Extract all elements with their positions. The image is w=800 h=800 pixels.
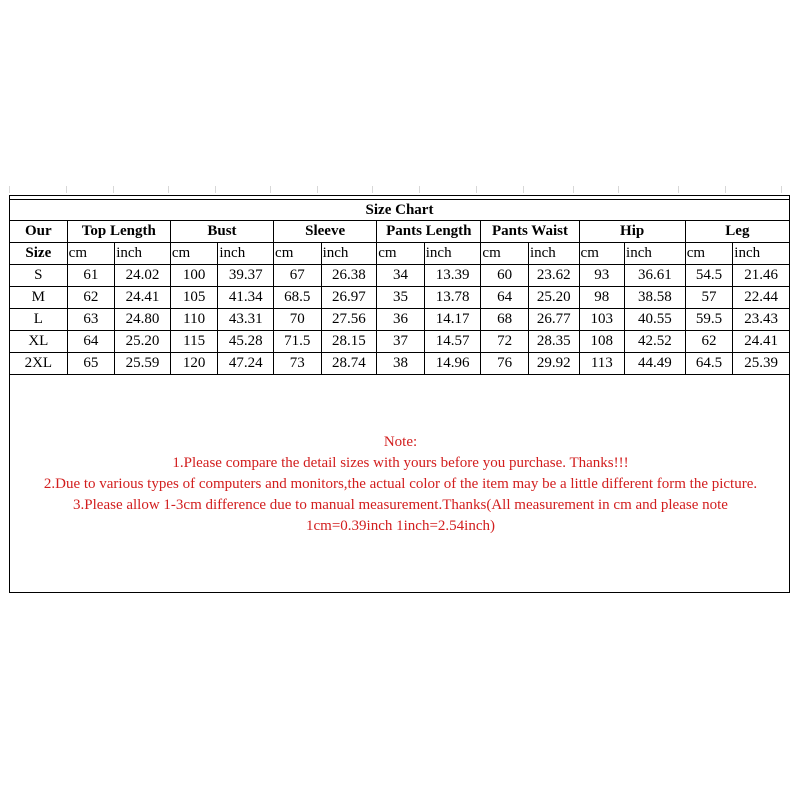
unit-header: cm	[67, 243, 115, 265]
table-cell: 108	[579, 331, 625, 353]
unit-header: inch	[733, 243, 790, 265]
table-cell: 25.20	[528, 287, 579, 309]
table-cell: 25.39	[733, 353, 790, 375]
group-header: Top Length	[67, 221, 170, 243]
unit-header: cm	[377, 243, 425, 265]
table-cell: 59.5	[685, 309, 733, 331]
table-cell: 68	[481, 309, 529, 331]
table-cell: 44.49	[625, 353, 686, 375]
unit-header: inch	[528, 243, 579, 265]
grid-tick	[618, 186, 619, 193]
note-heading: Note:	[383, 434, 418, 450]
table-cell: 21.46	[733, 265, 790, 287]
table-cell: 24.41	[733, 331, 790, 353]
table-cell: 25.59	[115, 353, 171, 375]
group-header-row	[10, 221, 790, 243]
unit-header: inch	[321, 243, 377, 265]
table-cell: 36.61	[625, 265, 686, 287]
table-cell: 61	[67, 265, 115, 287]
table-cell: 93	[579, 265, 625, 287]
table-cell: 13.78	[424, 287, 481, 309]
unit-header: inch	[218, 243, 274, 265]
note-line-1: 1.Please compare the detail sizes with yours before you purchase. Thanks!!!	[172, 455, 629, 471]
unit-header: inch	[424, 243, 481, 265]
grid-tick	[270, 186, 271, 193]
table-cell: 28.74	[321, 353, 377, 375]
table-cell: 64	[67, 331, 115, 353]
unit-header: cm	[274, 243, 322, 265]
size-label: M	[10, 287, 68, 309]
table-title: Size Chart	[10, 200, 790, 221]
table-cell: 39.37	[218, 265, 274, 287]
table-cell: 62	[685, 331, 733, 353]
grid-tick	[66, 186, 67, 193]
table-cell: 14.57	[424, 331, 481, 353]
table-cell: 63	[67, 309, 115, 331]
note-line-2: 2.Due to various types of computers and monitors,the actual color of the item may be a little different form the picture.	[43, 476, 758, 492]
table-cell: 47.24	[218, 353, 274, 375]
grid-tick	[523, 186, 524, 193]
table-cell: 34	[377, 265, 425, 287]
table-cell: 36	[377, 309, 425, 331]
group-header: Bust	[170, 221, 273, 243]
table-cell: 42.52	[625, 331, 686, 353]
unit-header: inch	[625, 243, 686, 265]
table-cell: 29.92	[528, 353, 579, 375]
table-cell: 62	[67, 287, 115, 309]
table-cell: 35	[377, 287, 425, 309]
title-row	[10, 200, 790, 221]
notes-section	[10, 432, 791, 537]
table-cell: 71.5	[274, 331, 322, 353]
table-cell: 22.44	[733, 287, 790, 309]
table-cell: 70	[274, 309, 322, 331]
unit-header: cm	[579, 243, 625, 265]
grid-tick	[113, 186, 114, 193]
group-header: Hip	[579, 221, 685, 243]
grid-tick	[215, 186, 216, 193]
unit-header: cm	[685, 243, 733, 265]
unit-header: cm	[170, 243, 218, 265]
table-cell: 26.38	[321, 265, 377, 287]
unit-header-row	[10, 243, 790, 265]
table-cell: 67	[274, 265, 322, 287]
table-cell: 120	[170, 353, 218, 375]
table-cell: 38.58	[625, 287, 686, 309]
table-cell: 105	[170, 287, 218, 309]
grid-tick	[317, 186, 318, 193]
group-header: Sleeve	[274, 221, 377, 243]
note-line-4: 1cm=0.39inch 1inch=2.54inch)	[306, 518, 495, 534]
table-row	[10, 353, 790, 375]
table-cell: 38	[377, 353, 425, 375]
table-cell: 41.34	[218, 287, 274, 309]
note-line-3: 3.Please allow 1-3cm difference due to manual measurement.Thanks(All measurement in cm and please note	[73, 497, 728, 513]
table-row	[10, 309, 790, 331]
size-label: L	[10, 309, 68, 331]
table-cell: 24.02	[115, 265, 171, 287]
table-cell: 54.5	[685, 265, 733, 287]
table-cell: 68.5	[274, 287, 322, 309]
unit-header: inch	[115, 243, 171, 265]
table-row	[10, 287, 790, 309]
table-cell: 76	[481, 353, 529, 375]
unit-header: cm	[481, 243, 529, 265]
table-row	[10, 265, 790, 287]
table-cell: 103	[579, 309, 625, 331]
table-cell: 72	[481, 331, 529, 353]
group-header: Pants Waist	[481, 221, 579, 243]
grid-tick	[9, 186, 10, 193]
grid-tick	[573, 186, 574, 193]
table-cell: 23.62	[528, 265, 579, 287]
table-cell: 14.17	[424, 309, 481, 331]
table-cell: 24.80	[115, 309, 171, 331]
table-cell: 110	[170, 309, 218, 331]
size-label: 2XL	[10, 353, 68, 375]
grid-tick	[725, 186, 726, 193]
table-cell: 113	[579, 353, 625, 375]
table-cell: 26.77	[528, 309, 579, 331]
table-cell: 57	[685, 287, 733, 309]
group-header: Leg	[685, 221, 789, 243]
size-chart-sheet	[9, 195, 790, 593]
table-cell: 65	[67, 353, 115, 375]
table-cell: 23.43	[733, 309, 790, 331]
grid-tick	[678, 186, 679, 193]
table-cell: 37	[377, 331, 425, 353]
size-label: S	[10, 265, 68, 287]
size-header-bottom: Size	[10, 243, 68, 265]
table-cell: 60	[481, 265, 529, 287]
size-label: XL	[10, 331, 68, 353]
table-cell: 45.28	[218, 331, 274, 353]
table-cell: 28.35	[528, 331, 579, 353]
table-cell: 26.97	[321, 287, 377, 309]
table-cell: 28.15	[321, 331, 377, 353]
grid-tick	[419, 186, 420, 193]
table-cell: 64.5	[685, 353, 733, 375]
table-cell: 115	[170, 331, 218, 353]
table-row	[10, 331, 790, 353]
table-cell: 14.96	[424, 353, 481, 375]
table-cell: 40.55	[625, 309, 686, 331]
table-cell: 25.20	[115, 331, 171, 353]
table-cell: 64	[481, 287, 529, 309]
size-header-top: Our	[10, 221, 68, 243]
grid-tick	[372, 186, 373, 193]
table-cell: 27.56	[321, 309, 377, 331]
table-cell: 100	[170, 265, 218, 287]
size-chart-table	[9, 199, 790, 375]
table-cell: 43.31	[218, 309, 274, 331]
grid-tick	[476, 186, 477, 193]
group-header: Pants Length	[377, 221, 481, 243]
table-cell: 73	[274, 353, 322, 375]
grid-tick	[168, 186, 169, 193]
table-cell: 98	[579, 287, 625, 309]
table-cell: 24.41	[115, 287, 171, 309]
table-cell: 13.39	[424, 265, 481, 287]
grid-tick	[781, 186, 782, 193]
